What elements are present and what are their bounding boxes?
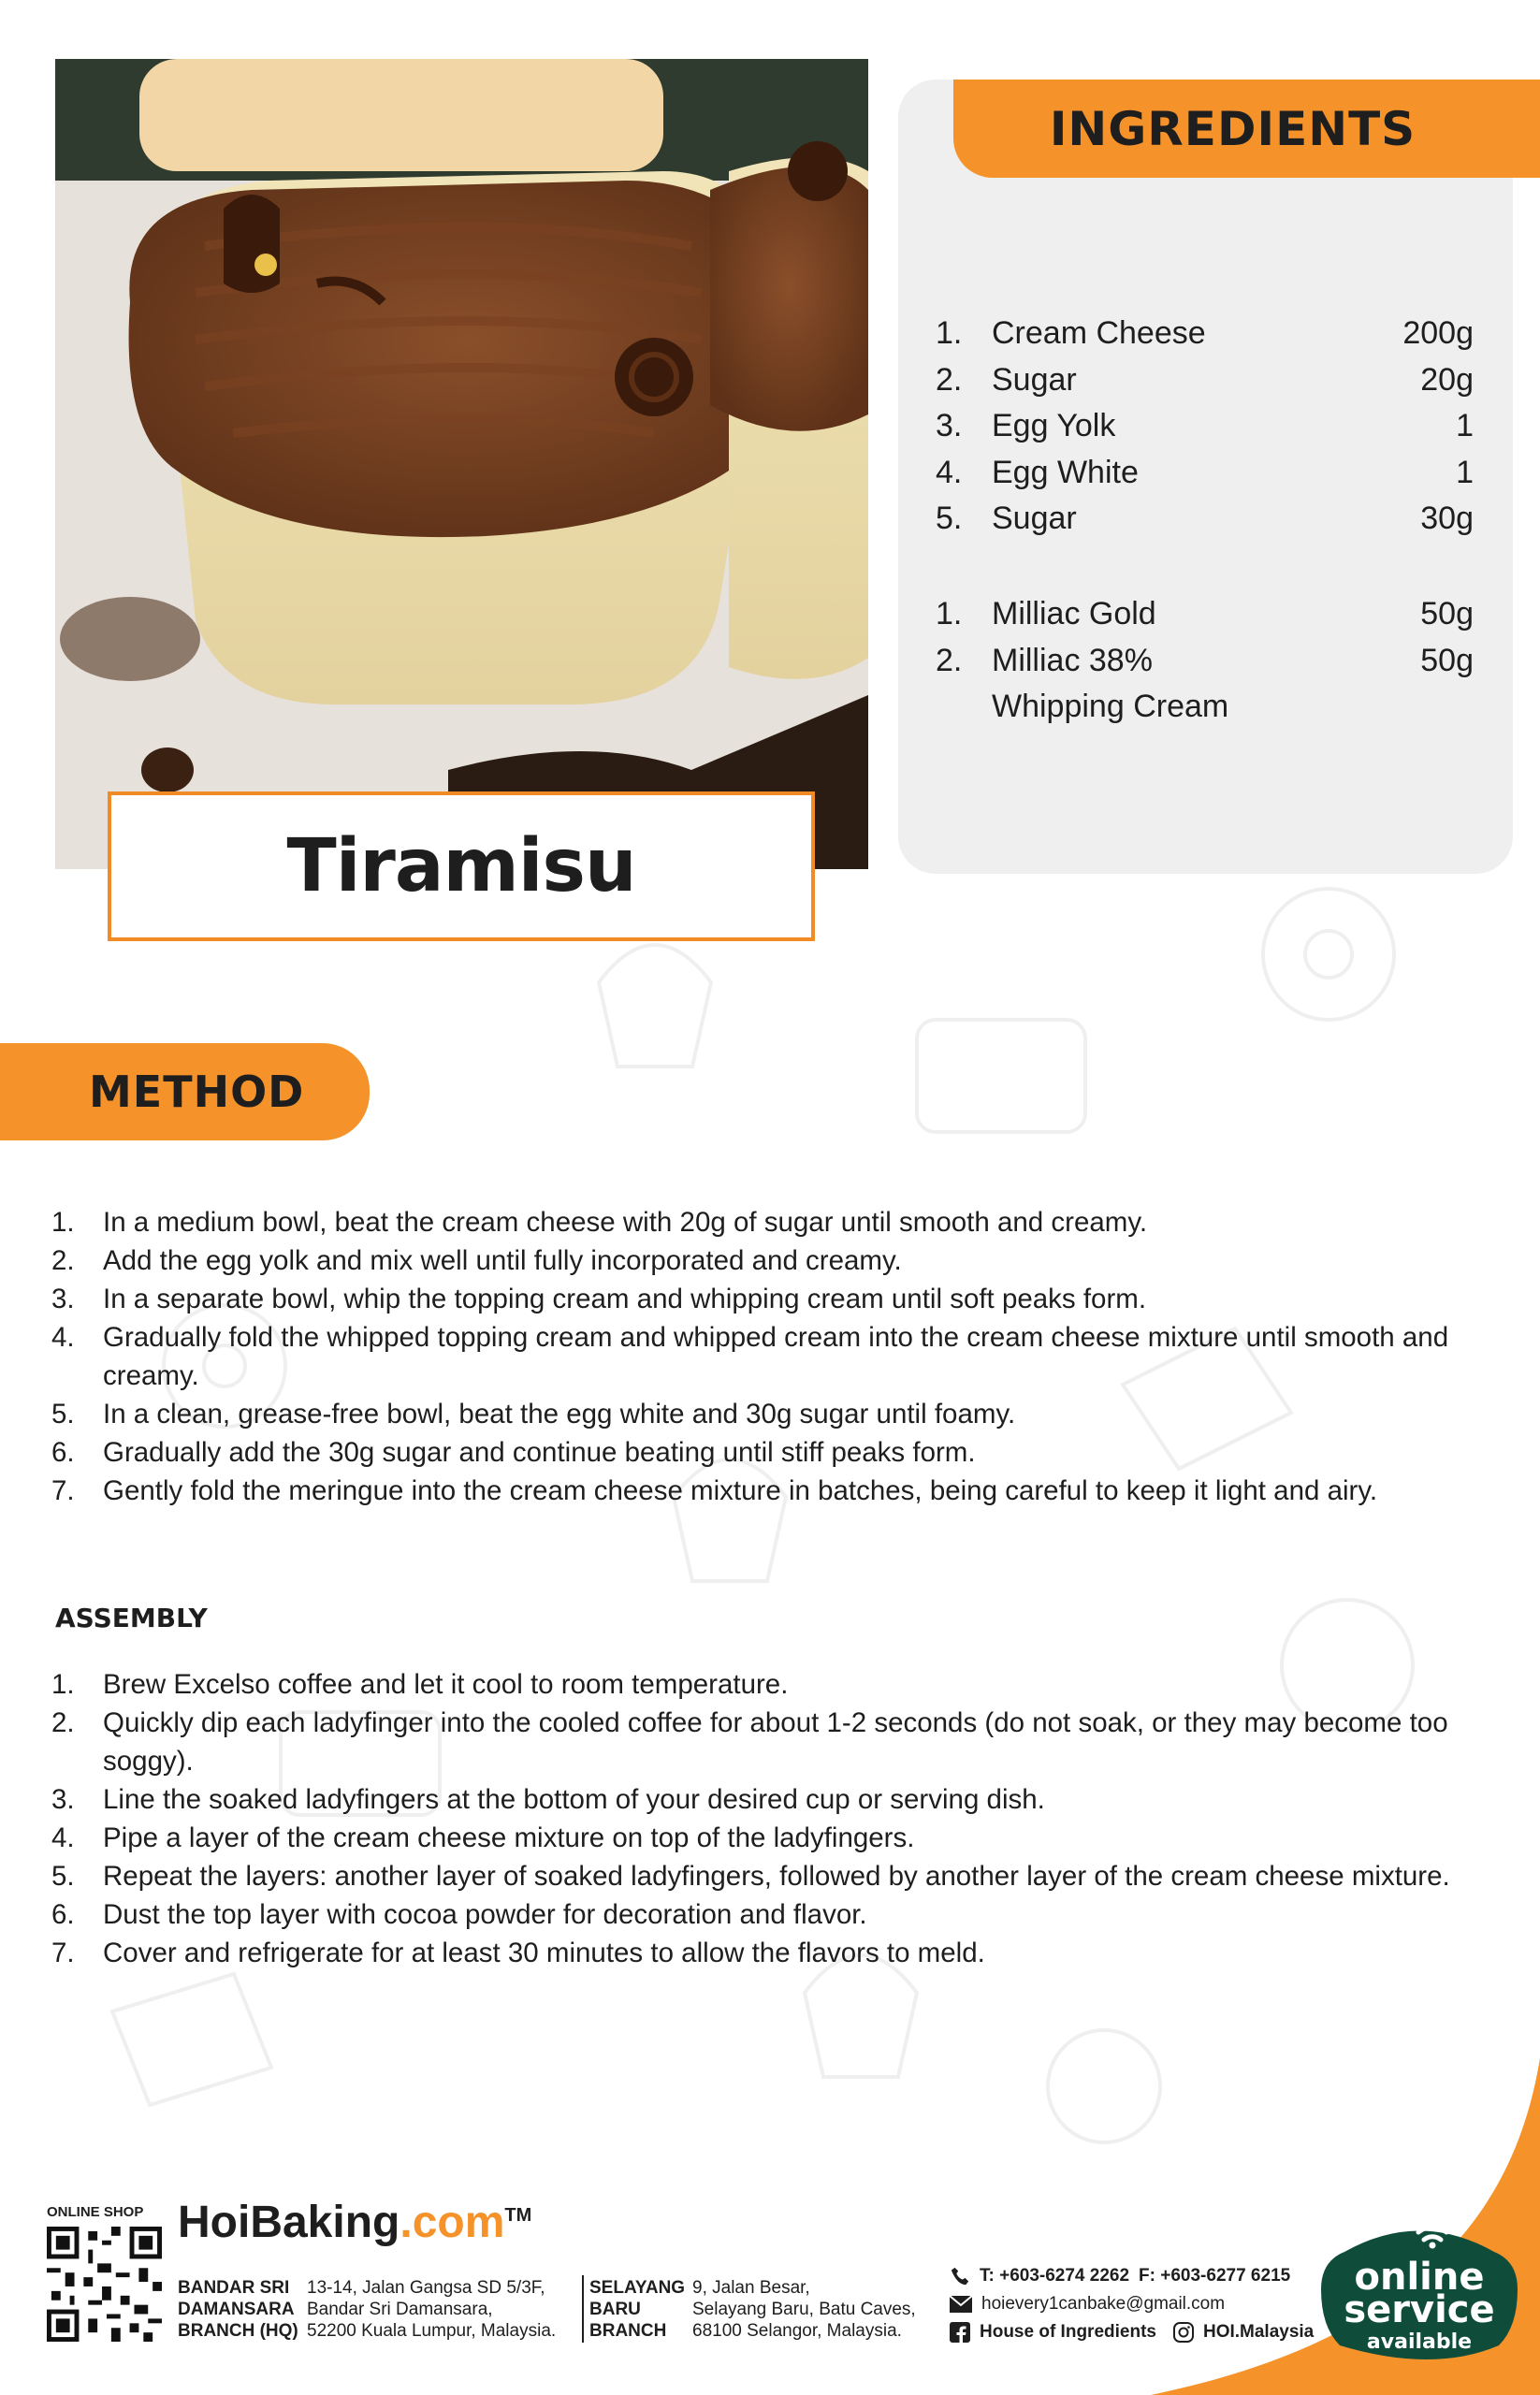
- email-address[interactable]: hoievery1canbake@gmail.com: [981, 2294, 1226, 2314]
- ingredient-quantity: 30g: [1420, 501, 1474, 536]
- branch2-label-line: BRANCH: [589, 2321, 667, 2341]
- ingredient-name: Egg White: [992, 454, 1139, 490]
- ingredient-name: Sugar: [992, 361, 1077, 398]
- step-text: In a separate bowl, whip the topping cream and whipping cream until soft peaks form.: [103, 1284, 1147, 1314]
- step-text: Cover and refrigerate for at least 30 minutes to allow the flavors to meld.: [103, 1938, 985, 1968]
- assembly-step: [51, 1934, 1539, 1972]
- ingredient-name: Milliac Gold: [992, 596, 1156, 631]
- method-step: [51, 1203, 1539, 1241]
- ingredient-quantity: 50g: [1420, 642, 1474, 678]
- step-number: 3.: [51, 1284, 75, 1314]
- branch1-label-line: DAMANSARA: [178, 2300, 295, 2319]
- ingredient-row: [936, 362, 1474, 409]
- branch2-address-line: 9, Jalan Besar,: [692, 2278, 810, 2298]
- step-text: Add the egg yolk and mix well until fully incorporated and creamy.: [103, 1245, 902, 1276]
- assembly-heading: ASSEMBLY: [55, 1603, 208, 1633]
- branch1-address-line: 13-14, Jalan Gangsa SD 5/3F,: [307, 2278, 545, 2298]
- ingredient-number: 5.: [936, 501, 963, 536]
- step-number: 1.: [51, 1669, 75, 1700]
- branch2-address-line: Selayang Baru, Batu Caves,: [692, 2300, 916, 2319]
- recipe-title: Tiramisu: [286, 824, 636, 908]
- ingredient-name: Sugar: [992, 501, 1077, 536]
- phone-icon: [950, 2266, 970, 2286]
- facebook-handle[interactable]: House of Ingredients: [980, 2322, 1156, 2342]
- brand-tld: .com: [400, 2198, 505, 2247]
- step-text: Repeat the layers: another layer of soaked ladyfingers, followed by another layer of the cream cheese mixture.: [103, 1861, 1450, 1892]
- step-number: 6.: [51, 1437, 75, 1468]
- recipe-title-box: [108, 791, 815, 941]
- ingredient-number: 1.: [936, 315, 963, 351]
- ingredient-name: Milliac 38%: [992, 642, 1153, 678]
- method-steps: [51, 1203, 1539, 1510]
- step-number: 2.: [51, 1707, 75, 1738]
- step-number: 4.: [51, 1822, 75, 1853]
- contact-email-row: [950, 2294, 1225, 2315]
- branch1-address-line: 52200 Kuala Lumpur, Malaysia.: [307, 2321, 557, 2341]
- ingredients-group-1: [936, 315, 1474, 547]
- assembly-step: [51, 1665, 1539, 1704]
- fax-number: F: +603-6277 6215: [1139, 2266, 1291, 2286]
- ingredients-group-2: [936, 596, 1474, 735]
- step-text: Dust the top layer with cocoa powder for decoration and flavor.: [103, 1899, 867, 1930]
- ingredient-number: 4.: [936, 454, 963, 490]
- ingredient-number: 1.: [936, 596, 963, 631]
- ingredient-number: 3.: [936, 408, 963, 443]
- step-text: Quickly dip each ladyfinger into the cooled coffee for about 1-2 seconds (do not soak, or they may become too soggy).: [103, 1707, 1448, 1777]
- ingredient-row: [936, 408, 1474, 455]
- step-text: Gently fold the meringue into the cream cheese mixture in batches, being careful to keep it light and airy.: [103, 1475, 1378, 1506]
- branch1-address-line: Bandar Sri Damansara,: [307, 2300, 493, 2319]
- method-header: [0, 1043, 370, 1140]
- instagram-handle[interactable]: HOI.Malaysia: [1202, 2322, 1315, 2342]
- step-text: Brew Excelso coffee and let it cool to room temperature.: [103, 1669, 789, 1700]
- step-number: 7.: [51, 1475, 75, 1506]
- ingredient-row: [936, 315, 1474, 362]
- badge-line-available: available: [1366, 2330, 1473, 2354]
- branch2-label: [589, 2277, 685, 2342]
- step-text: Gradually add the 30g sugar and continue beating until stiff peaks form.: [103, 1437, 976, 1468]
- step-text: Gradually fold the whipped topping cream and whipped cream into the cream cheese mixture until smooth and creamy.: [103, 1322, 1449, 1391]
- ingredients-header: [953, 80, 1540, 178]
- step-number: 3.: [51, 1784, 75, 1815]
- ingredient-name: Cream Cheese: [992, 315, 1206, 351]
- ingredient-number: 2.: [936, 361, 963, 398]
- ingredient-quantity: 20g: [1420, 361, 1474, 398]
- step-text: Pipe a layer of the cream cheese mixture on top of the ladyfingers.: [103, 1822, 915, 1853]
- method-heading: METHOD: [89, 1067, 305, 1117]
- ingredient-quantity: 1: [1456, 454, 1474, 490]
- ingredient-quantity: 50g: [1420, 596, 1474, 631]
- ingredient-name-continuation: Whipping Cream: [992, 689, 1229, 724]
- contact-phone-row: [950, 2266, 1290, 2286]
- method-step: [51, 1395, 1539, 1433]
- method-step: [51, 1241, 1539, 1280]
- branch1-label-line: BRANCH (HQ): [178, 2321, 298, 2341]
- phone-number[interactable]: T: +603-6274 2262: [980, 2266, 1130, 2286]
- branch1-label-line: BANDAR SRI: [178, 2278, 290, 2298]
- qr-code-icon[interactable]: [47, 2227, 162, 2342]
- ingredient-quantity: 1: [1456, 408, 1474, 443]
- assembly-step: [51, 1780, 1539, 1819]
- brand-trademark: TM: [504, 2205, 532, 2226]
- step-number: 7.: [51, 1938, 75, 1968]
- assembly-step: [51, 1895, 1539, 1934]
- step-text: In a medium bowl, beat the cream cheese with 20g of sugar until smooth and creamy.: [103, 1207, 1148, 1238]
- brand-name: HoiBaking: [178, 2198, 400, 2247]
- method-step: [51, 1472, 1539, 1510]
- assembly-step: [51, 1857, 1539, 1895]
- footer-divider: [582, 2275, 584, 2343]
- step-number: 2.: [51, 1245, 75, 1276]
- branch2-label-line: SELAYANG: [589, 2278, 686, 2298]
- method-step: [51, 1318, 1539, 1395]
- ingredients-heading: INGREDIENTS: [1049, 101, 1417, 156]
- ingredient-row: [936, 455, 1474, 501]
- branch2-address: [692, 2277, 916, 2342]
- contact-social-row: [950, 2322, 1314, 2343]
- ingredient-row: [936, 596, 1474, 643]
- method-step: [51, 1280, 1539, 1318]
- step-number: 6.: [51, 1899, 75, 1930]
- method-step: [51, 1433, 1539, 1472]
- ingredient-row: [936, 643, 1474, 689]
- facebook-icon: [950, 2322, 970, 2343]
- mail-icon: [950, 2296, 972, 2313]
- assembly-step: [51, 1819, 1539, 1857]
- branch1-address: [307, 2277, 556, 2342]
- ingredient-quantity: 200g: [1402, 315, 1474, 351]
- badge-line-online: online: [1354, 2256, 1485, 2299]
- branch2-address-line: 68100 Selangor, Malaysia.: [692, 2321, 902, 2341]
- ingredient-row: [936, 501, 1474, 547]
- ingredient-name: Egg Yolk: [992, 408, 1116, 443]
- step-number: 1.: [51, 1207, 75, 1238]
- branch1-label: [178, 2277, 298, 2342]
- step-text: In a clean, grease-free bowl, beat the egg white and 30g sugar until foamy.: [103, 1399, 1016, 1430]
- tiramisu-photo: [55, 59, 868, 869]
- branch2-label-line: BARU: [589, 2300, 641, 2319]
- instagram-icon: [1173, 2322, 1194, 2343]
- step-number: 5.: [51, 1861, 75, 1892]
- step-text: Line the soaked ladyfingers at the bottom of your desired cup or serving dish.: [103, 1784, 1045, 1815]
- online-service-badge: [1321, 2219, 1518, 2369]
- online-shop-label: ONLINE SHOP: [47, 2204, 144, 2220]
- step-number: 5.: [51, 1399, 75, 1430]
- assembly-step: [51, 1704, 1539, 1780]
- assembly-steps: [51, 1665, 1539, 1972]
- brand-logo[interactable]: [178, 2197, 531, 2248]
- ingredient-number: 2.: [936, 642, 963, 678]
- badge-line-service: service: [1344, 2288, 1495, 2331]
- step-number: 4.: [51, 1322, 75, 1353]
